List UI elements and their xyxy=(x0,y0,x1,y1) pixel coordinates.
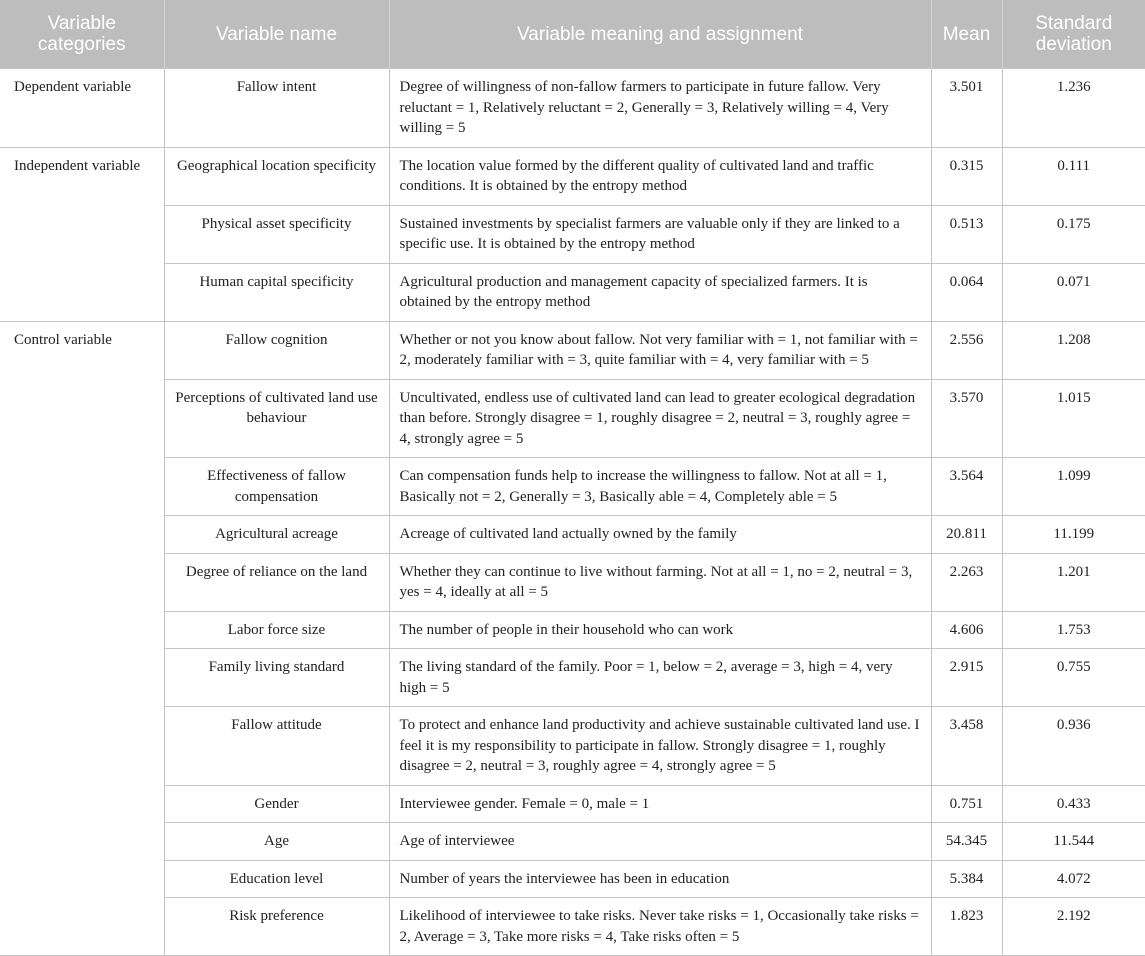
variable-meaning-cell: Whether or not you know about fallow. Not very familiar with = 1, not familiar with = 2, moderately familiar with = 3, quite familiar with = 4, very familiar with = 5 xyxy=(389,321,931,379)
table-row xyxy=(0,147,1145,205)
standard-deviation-cell: 0.175 xyxy=(1002,205,1145,263)
table-row xyxy=(0,898,1145,956)
table-row xyxy=(0,69,1145,148)
variable-name-cell: Gender xyxy=(164,785,389,823)
standard-deviation-cell: 11.199 xyxy=(1002,516,1145,554)
header-variable-categories: Variable categories xyxy=(0,0,164,69)
standard-deviation-cell: 0.755 xyxy=(1002,649,1145,707)
table-row xyxy=(0,553,1145,611)
variable-meaning-cell: Agricultural production and management capacity of specialized farmers. It is obtained by the entropy method xyxy=(389,263,931,321)
standard-deviation-cell: 1.015 xyxy=(1002,379,1145,458)
variable-name-cell: Fallow attitude xyxy=(164,707,389,786)
table-row xyxy=(0,379,1145,458)
variable-meaning-cell: Number of years the interviewee has been in education xyxy=(389,860,931,898)
variable-meaning-cell: Can compensation funds help to increase the willingness to fallow. Not at all = 1, Basically not = 2, Generally = 3, Basically able = 4, Completely able = 5 xyxy=(389,458,931,516)
table-body xyxy=(0,69,1145,956)
mean-cell: 5.384 xyxy=(931,860,1002,898)
standard-deviation-cell: 0.071 xyxy=(1002,263,1145,321)
header-variable-meaning: Variable meaning and assignment xyxy=(389,0,931,69)
table-row xyxy=(0,205,1145,263)
table-row xyxy=(0,516,1145,554)
mean-cell: 20.811 xyxy=(931,516,1002,554)
mean-cell: 2.915 xyxy=(931,649,1002,707)
variable-name-cell: Fallow cognition xyxy=(164,321,389,379)
variable-meaning-cell: Acreage of cultivated land actually owned by the family xyxy=(389,516,931,554)
standard-deviation-cell: 0.433 xyxy=(1002,785,1145,823)
category-cell: Independent variable xyxy=(0,147,164,321)
standard-deviation-cell: 1.208 xyxy=(1002,321,1145,379)
mean-cell: 1.823 xyxy=(931,898,1002,956)
variable-meaning-cell: Sustained investments by specialist farmers are valuable only if they are linked to a specific use. It is obtained by the entropy method xyxy=(389,205,931,263)
mean-cell: 0.751 xyxy=(931,785,1002,823)
table-row xyxy=(0,707,1145,786)
variable-name-cell: Effectiveness of fallow compensation xyxy=(164,458,389,516)
standard-deviation-cell: 2.192 xyxy=(1002,898,1145,956)
mean-cell: 3.501 xyxy=(931,69,1002,148)
mean-cell: 3.570 xyxy=(931,379,1002,458)
standard-deviation-cell: 11.544 xyxy=(1002,823,1145,861)
standard-deviation-cell: 1.099 xyxy=(1002,458,1145,516)
variable-meaning-cell: Whether they can continue to live without farming. Not at all = 1, no = 2, neutral = 3, yes = 4, ideally at all = 5 xyxy=(389,553,931,611)
variable-name-cell: Agricultural acreage xyxy=(164,516,389,554)
table-row xyxy=(0,263,1145,321)
category-cell: Dependent variable xyxy=(0,69,164,148)
mean-cell: 3.564 xyxy=(931,458,1002,516)
variable-name-cell: Fallow intent xyxy=(164,69,389,148)
variable-name-cell: Age xyxy=(164,823,389,861)
variable-name-cell: Perceptions of cultivated land use behaviour xyxy=(164,379,389,458)
header-variable-name: Variable name xyxy=(164,0,389,69)
table-row xyxy=(0,649,1145,707)
mean-cell: 0.064 xyxy=(931,263,1002,321)
mean-cell: 54.345 xyxy=(931,823,1002,861)
variable-meaning-cell: The living standard of the family. Poor = 1, below = 2, average = 3, high = 4, very high = 5 xyxy=(389,649,931,707)
mean-cell: 4.606 xyxy=(931,611,1002,649)
header-standard-deviation: Standard deviation xyxy=(1002,0,1145,69)
variable-name-cell: Physical asset specificity xyxy=(164,205,389,263)
variable-name-cell: Labor force size xyxy=(164,611,389,649)
mean-cell: 2.556 xyxy=(931,321,1002,379)
mean-cell: 0.513 xyxy=(931,205,1002,263)
standard-deviation-cell: 1.753 xyxy=(1002,611,1145,649)
standard-deviation-cell: 4.072 xyxy=(1002,860,1145,898)
variable-meaning-cell: The location value formed by the different quality of cultivated land and traffic conditions. It is obtained by the entropy method xyxy=(389,147,931,205)
variable-name-cell: Family living standard xyxy=(164,649,389,707)
variable-meaning-cell: To protect and enhance land productivity and achieve sustainable cultivated land use. I feel it is my responsibility to participate in fallow. Strongly disagree = 1, roughly disagree = 2, neutral = 3, roughly agree = 4, strongly agree = 5 xyxy=(389,707,931,786)
standard-deviation-cell: 0.936 xyxy=(1002,707,1145,786)
table-row xyxy=(0,785,1145,823)
standard-deviation-cell: 1.201 xyxy=(1002,553,1145,611)
variable-name-cell: Human capital specificity xyxy=(164,263,389,321)
table-row xyxy=(0,458,1145,516)
table-row xyxy=(0,321,1145,379)
variable-meaning-cell: Uncultivated, endless use of cultivated land can lead to greater ecological degradation than before. Strongly disagree = 1, roughly disagree = 2, neutral = 3, roughly agree = 4, strongly agree = 5 xyxy=(389,379,931,458)
variable-name-cell: Geographical location specificity xyxy=(164,147,389,205)
variable-meaning-cell: Interviewee gender. Female = 0, male = 1 xyxy=(389,785,931,823)
mean-cell: 2.263 xyxy=(931,553,1002,611)
standard-deviation-cell: 1.236 xyxy=(1002,69,1145,148)
mean-cell: 3.458 xyxy=(931,707,1002,786)
variable-meaning-cell: Age of interviewee xyxy=(389,823,931,861)
variable-name-cell: Degree of reliance on the land xyxy=(164,553,389,611)
table-row xyxy=(0,823,1145,861)
header-mean: Mean xyxy=(931,0,1002,69)
category-cell: Control variable xyxy=(0,321,164,956)
variable-name-cell: Education level xyxy=(164,860,389,898)
table-row xyxy=(0,860,1145,898)
variable-meaning-cell: Likelihood of interviewee to take risks. Never take risks = 1, Occasionally take risks = 2, Average = 3, Take more risks = 4, Take risks often = 5 xyxy=(389,898,931,956)
variable-meaning-cell: Degree of willingness of non-fallow farmers to participate in future fallow. Very reluctant = 1, Relatively reluctant = 2, Generally = 3, Relatively willing = 4, Very willing = 5 xyxy=(389,69,931,148)
mean-cell: 0.315 xyxy=(931,147,1002,205)
variable-name-cell: Risk preference xyxy=(164,898,389,956)
table-row xyxy=(0,611,1145,649)
variable-meaning-cell: The number of people in their household who can work xyxy=(389,611,931,649)
standard-deviation-cell: 0.111 xyxy=(1002,147,1145,205)
table-header-row xyxy=(0,0,1145,69)
